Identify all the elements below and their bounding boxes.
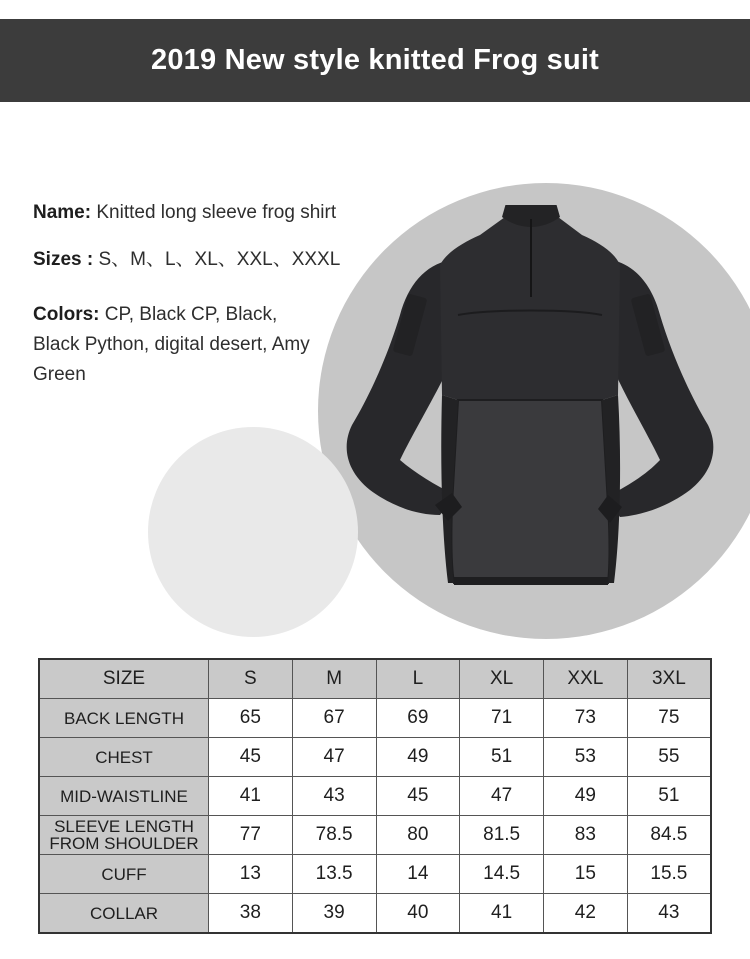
table-cell: 39: [292, 894, 376, 934]
table-cell: 41: [460, 894, 544, 934]
header-cell: S: [209, 659, 293, 699]
header-cell: SIZE: [39, 659, 209, 699]
table-cell: 53: [544, 738, 628, 777]
table-row: [39, 894, 711, 934]
table-cell: 69: [376, 699, 460, 738]
page-banner: [0, 19, 750, 102]
table-cell: 84.5: [627, 816, 711, 855]
size-table: [38, 658, 712, 934]
row-label: BACK LENGTH: [39, 699, 209, 738]
table-cell: 15.5: [627, 855, 711, 894]
header-cell: XL: [460, 659, 544, 699]
table-cell: 55: [627, 738, 711, 777]
table-row: [39, 816, 711, 855]
table-cell: 41: [209, 777, 293, 816]
shirt-image: [330, 205, 730, 595]
table-cell: 38: [209, 894, 293, 934]
table-row: [39, 777, 711, 816]
table-cell: 14: [376, 855, 460, 894]
table-cell: 47: [292, 738, 376, 777]
table-row: [39, 855, 711, 894]
table-cell: 80: [376, 816, 460, 855]
table-cell: 47: [460, 777, 544, 816]
background-circle-small: [148, 427, 358, 637]
sizes-value: S、M、L、XL、XXL、XXXL: [98, 249, 341, 270]
header-cell: 3XL: [627, 659, 711, 699]
table-cell: 13.5: [292, 855, 376, 894]
table-cell: 75: [627, 699, 711, 738]
row-label: MID-WAISTLINE: [39, 777, 209, 816]
table-row: [39, 738, 711, 777]
name-value: Knitted long sleeve frog shirt: [96, 202, 337, 223]
sizes-label: Sizes :: [33, 249, 94, 270]
header-cell: XXL: [544, 659, 628, 699]
row-label: COLLAR: [39, 894, 209, 934]
table-cell: 49: [544, 777, 628, 816]
table-cell: 65: [209, 699, 293, 738]
table-cell: 78.5: [292, 816, 376, 855]
table-cell: 51: [627, 777, 711, 816]
table-cell: 45: [209, 738, 293, 777]
product-sizes-line: [33, 245, 340, 275]
table-cell: 81.5: [460, 816, 544, 855]
colors-value: CP, Black CP, Black, Black Python, digital desert, Amy Green: [33, 304, 310, 385]
row-label: CUFF: [39, 855, 209, 894]
row-label: SLEEVE LENGTH FROM SHOULDER: [39, 816, 209, 855]
name-label: Name:: [33, 202, 92, 223]
table-cell: 43: [627, 894, 711, 934]
header-cell: L: [376, 659, 460, 699]
table-cell: 73: [544, 699, 628, 738]
colors-label: Colors:: [33, 304, 100, 325]
table-cell: 51: [460, 738, 544, 777]
table-cell: 15: [544, 855, 628, 894]
table-header-row: [39, 659, 711, 699]
table-cell: 42: [544, 894, 628, 934]
banner-title: 2019 New style knitted Frog suit: [151, 44, 599, 76]
table-cell: 13: [209, 855, 293, 894]
table-cell: 77: [209, 816, 293, 855]
header-cell: M: [292, 659, 376, 699]
table-cell: 40: [376, 894, 460, 934]
table-cell: 45: [376, 777, 460, 816]
table-cell: 14.5: [460, 855, 544, 894]
table-cell: 67: [292, 699, 376, 738]
table-row: [39, 699, 711, 738]
table-cell: 83: [544, 816, 628, 855]
product-colors-line: [33, 300, 323, 390]
table-cell: 49: [376, 738, 460, 777]
table-cell: 43: [292, 777, 376, 816]
table-cell: 71: [460, 699, 544, 738]
row-label: CHEST: [39, 738, 209, 777]
product-name-line: [33, 198, 336, 228]
